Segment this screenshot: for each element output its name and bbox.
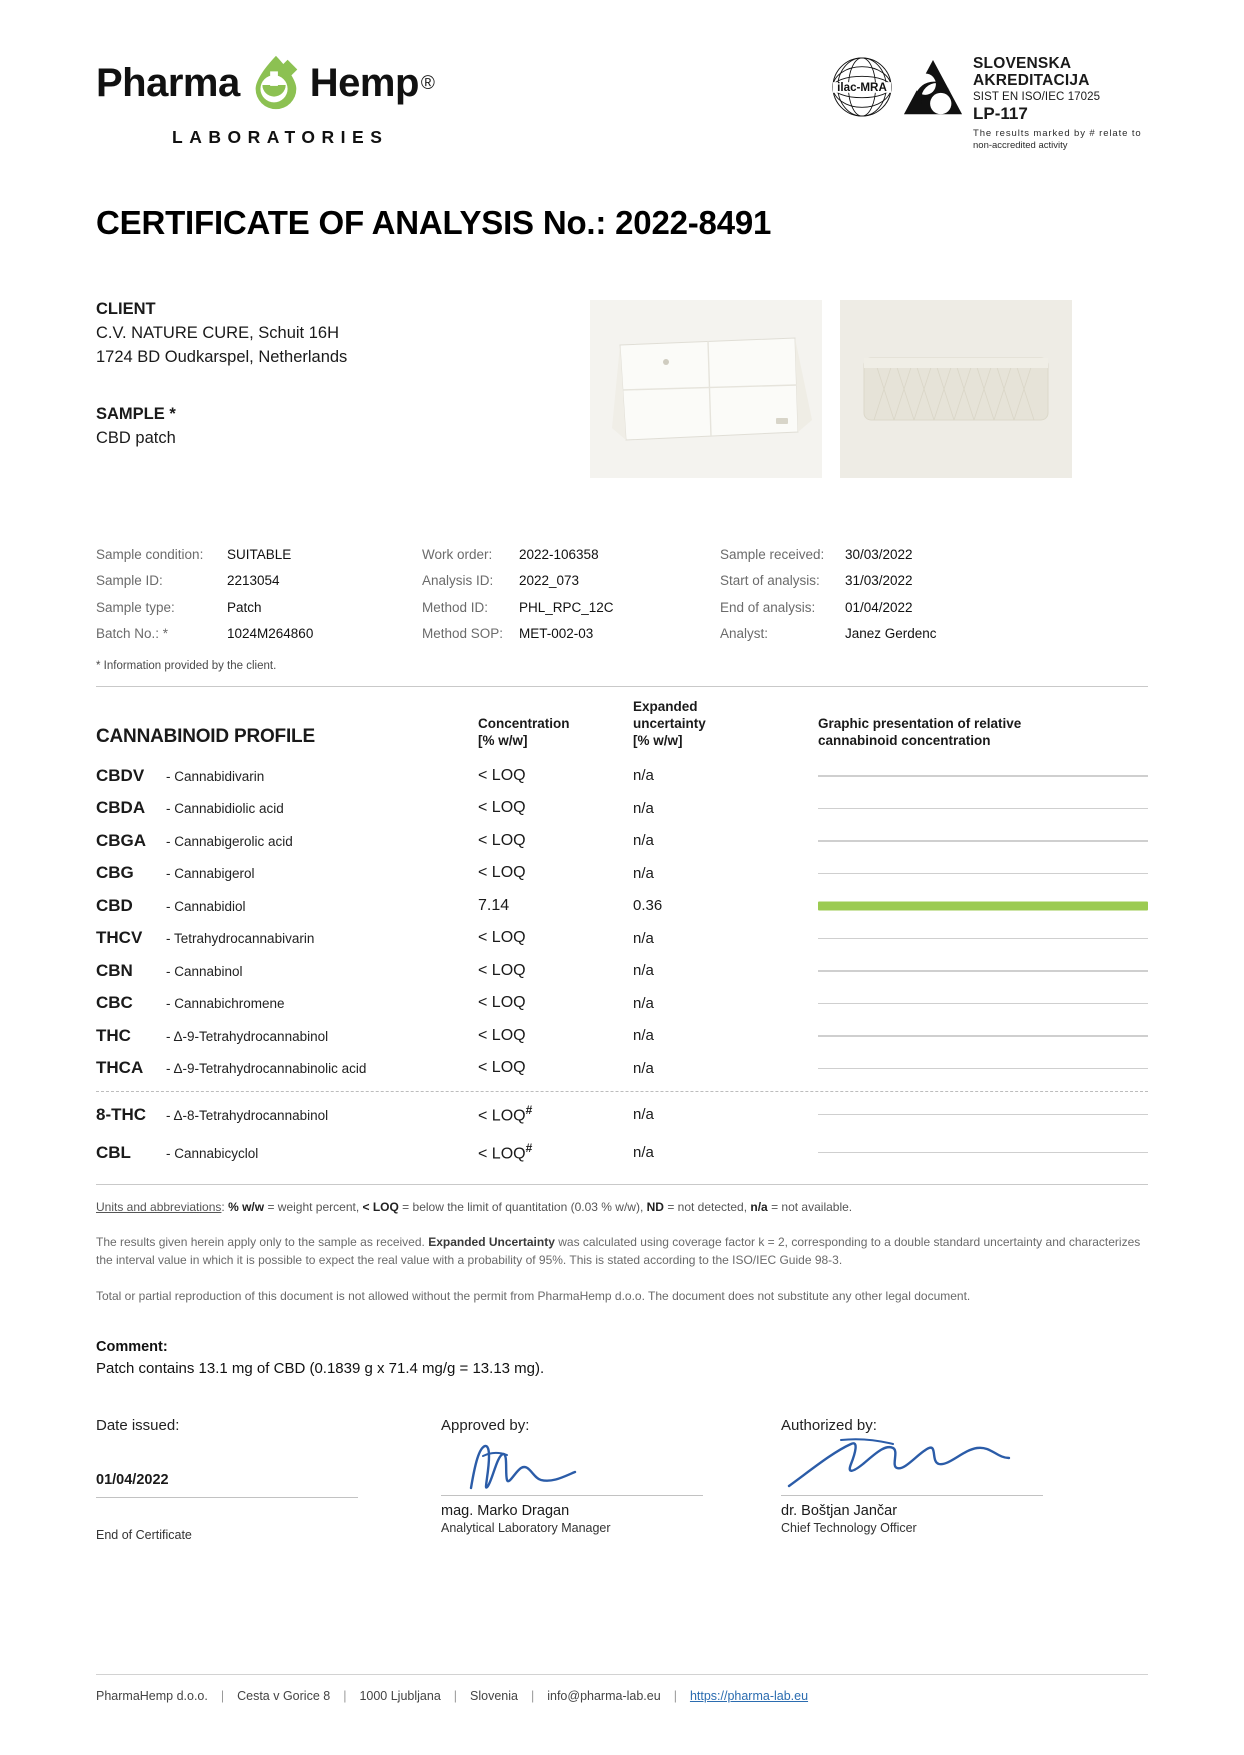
client-heading: CLIENT	[96, 299, 156, 318]
end-of-certificate: End of Certificate	[96, 1528, 192, 1543]
date-issued-value: 01/04/2022	[96, 1472, 169, 1489]
sample-description: CBD patch	[96, 428, 176, 447]
cannabinoid-name-cell	[96, 993, 478, 1013]
cannabinoid-full-name: - Cannabicyclol	[166, 1145, 259, 1161]
accreditation-block	[831, 52, 1148, 152]
cannabinoid-abbreviation: CBD	[96, 895, 133, 915]
bar-track	[818, 840, 1148, 841]
metadata-row	[720, 601, 1050, 615]
units-t2: = below the limit of quantitation (0.03 % w/w),	[398, 1199, 647, 1214]
cannabinoid-full-name: - Cannabidiol	[166, 898, 246, 914]
column-header-uncertainty-line1: Expanded	[633, 698, 698, 714]
page-footer	[96, 1674, 1148, 1703]
cannabinoid-full-name: - Δ-9-Tetrahydrocannabinolic acid	[166, 1061, 367, 1077]
table-row	[96, 955, 1148, 988]
footer-country: Slovenia	[470, 1689, 518, 1703]
authorized-by-role: Chief Technology Officer	[781, 1521, 917, 1536]
metadata-key: Sample condition:	[96, 546, 204, 562]
metadata-value: Patch	[227, 599, 262, 615]
metadata-value: 1024M264860	[227, 626, 314, 642]
hemp-leaf-flask-icon	[244, 52, 306, 114]
units-b2: < LOQ	[362, 1199, 399, 1214]
column-header-graphic	[818, 716, 1148, 750]
logo-text-hemp: Hemp	[309, 61, 419, 105]
footer-separator: |	[343, 1689, 347, 1703]
bar-track	[818, 873, 1148, 874]
approved-by-label: Approved by:	[441, 1417, 530, 1435]
column-header-graphic-line2: cannabinoid concentration	[818, 732, 991, 748]
cannabinoid-name-cell	[96, 1105, 478, 1125]
graphic-cell	[818, 1035, 1148, 1036]
metadata-key: Analysis ID:	[422, 573, 494, 589]
metadata-key: End of analysis:	[720, 599, 816, 615]
table-row	[96, 1134, 1148, 1172]
page-title: CERTIFICATE OF ANALYSIS No.: 2022-8491	[96, 203, 772, 241]
metadata-value: SUITABLE	[227, 546, 292, 562]
graphic-cell	[818, 905, 1148, 906]
footnote-divider	[96, 1184, 1148, 1185]
cannabinoid-abbreviation: CBL	[96, 1142, 131, 1162]
uncertainty-cell: n/a	[633, 767, 654, 785]
cannabinoid-name-cell	[96, 961, 478, 981]
cannabinoid-name-cell	[96, 831, 478, 851]
metadata-row	[422, 548, 720, 562]
metadata-row	[422, 601, 720, 615]
sample-photo-2	[840, 300, 1072, 478]
concentration-cell: < LOQ	[478, 831, 526, 849]
metadata-row	[720, 548, 1050, 562]
units-colon: :	[221, 1199, 229, 1214]
column-header-profile: CANNABINOID PROFILE	[96, 725, 315, 747]
sample-photo-1	[590, 300, 822, 478]
units-abbreviations	[96, 1198, 1148, 1216]
metadata-key: Analyst:	[720, 626, 769, 642]
accreditation-line1: SLOVENSKA	[973, 55, 1072, 72]
accreditation-code: LP-117	[973, 103, 1028, 123]
metadata-value: 2213054	[227, 573, 280, 589]
client-section	[96, 300, 1148, 478]
column-header-uncertainty	[633, 699, 818, 750]
table-header	[96, 687, 1148, 760]
metadata-key: Sample type:	[96, 599, 175, 615]
cannabinoid-name-cell	[96, 798, 478, 818]
column-header-concentration-line2: [% w/w]	[478, 732, 528, 748]
cannabinoid-abbreviation: CBDA	[96, 798, 146, 818]
metadata-row	[720, 627, 1050, 641]
graphic-cell	[818, 1003, 1148, 1004]
authorized-by-block	[781, 1417, 1148, 1542]
client-address-line1: C.V. NATURE CURE, Schuit 16H	[96, 323, 339, 342]
graphic-cell	[818, 1114, 1148, 1115]
graphic-cell	[818, 775, 1148, 776]
date-issued-label: Date issued:	[96, 1417, 180, 1435]
cannabinoid-abbreviation: THCV	[96, 928, 143, 948]
cannabinoid-abbreviation: THCA	[96, 1058, 144, 1078]
cannabinoid-abbreviation: THC	[96, 1025, 131, 1045]
footer-company: PharmaHemp d.o.o.	[96, 1689, 208, 1703]
accreditation-note-line1: The results marked by # relate to	[973, 128, 1142, 140]
metadata-value: Janez Gerdenc	[845, 626, 937, 642]
pharmahemp-logo	[96, 52, 434, 148]
cannabinoid-full-name: - Cannabichromene	[166, 996, 285, 1012]
accreditation-text	[973, 56, 1148, 152]
concentration-cell: < LOQ#	[478, 1141, 533, 1163]
concentration-cell: < LOQ	[478, 994, 526, 1012]
authorized-by-name: dr. Boštjan Jančar	[781, 1503, 898, 1520]
graphic-cell	[818, 808, 1148, 809]
cannabinoid-abbreviation: CBDV	[96, 765, 145, 785]
table-row	[96, 1020, 1148, 1053]
cannabinoid-full-name: - Cannabidiolic acid	[166, 801, 284, 817]
comment-heading: Comment:	[96, 1339, 168, 1356]
bar-track	[818, 905, 1148, 906]
concentration-cell: 7.14	[478, 896, 510, 914]
cannabinoid-rows	[96, 760, 1148, 1085]
table-row	[96, 825, 1148, 858]
authorized-signature-rule	[781, 1495, 1043, 1496]
cannabinoid-name-cell	[96, 896, 478, 916]
bar-track	[818, 1114, 1148, 1115]
footer-website-link[interactable]: https://pharma-lab.eu	[689, 1689, 809, 1703]
cannabinoid-full-name: - Cannabigerolic acid	[166, 833, 293, 849]
column-header-uncertainty-line2: uncertainty	[633, 715, 706, 731]
metadata-row	[422, 574, 720, 588]
cannabinoid-name-cell	[96, 928, 478, 948]
table-row	[96, 857, 1148, 890]
footer-separator: |	[220, 1689, 225, 1703]
metadata-value: 2022_073	[519, 573, 580, 589]
uncertainty-cell: n/a	[633, 962, 654, 980]
slovenska-akreditacija-icon	[902, 58, 964, 120]
metadata-row	[720, 574, 1050, 588]
logo-wordmark	[96, 52, 434, 114]
cannabinoid-full-name: - Δ-9-Tetrahydrocannabinol	[166, 1028, 329, 1044]
units-b3: ND	[646, 1199, 664, 1214]
table-row	[96, 922, 1148, 955]
cannabinoid-name-cell	[96, 1058, 478, 1078]
cannabinoid-rows-nonaccredited	[96, 1096, 1148, 1172]
units-b4: n/a	[750, 1199, 768, 1214]
cannabinoid-full-name: - Δ-8-Tetrahydrocannabinol	[166, 1107, 329, 1123]
disclaimer-part-c: was calculated using coverage factor k = 2, corresponding to a double standard uncertainty and characterizes the interval value in which it is possible to expect the real value with a probability of 95%. This is stated according to the ISO/IEC Guide 98-3.	[96, 1234, 1141, 1268]
units-b1: % w/w	[228, 1199, 265, 1214]
client-address-line2: 1724 BD Oudkarspel, Netherlands	[96, 347, 348, 366]
column-header-concentration	[478, 716, 633, 750]
uncertainty-cell: n/a	[633, 832, 654, 850]
metadata-value: 31/03/2022	[845, 573, 913, 589]
graphic-cell	[818, 938, 1148, 939]
graphic-cell	[818, 873, 1148, 874]
accreditation-line2: AKREDITACIJA	[973, 71, 1090, 89]
sample-heading: SAMPLE *	[96, 404, 176, 423]
metadata-key: Sample ID:	[96, 573, 163, 589]
footer-city: 1000 Ljubljana	[359, 1689, 441, 1703]
ilac-mra-icon	[831, 56, 893, 118]
concentration-cell: < LOQ	[478, 799, 526, 817]
cannabinoid-full-name: - Cannabinol	[166, 963, 243, 979]
sample-photos	[590, 300, 1072, 478]
cannabinoid-name-cell	[96, 1143, 478, 1163]
cannabinoid-full-name: - Cannabigerol	[166, 866, 255, 882]
graphic-cell	[818, 840, 1148, 841]
footer-divider	[96, 1674, 1148, 1675]
approved-by-name: mag. Marko Dragan	[441, 1503, 570, 1520]
cannabinoid-abbreviation: CBC	[96, 993, 133, 1013]
approved-signature-image	[441, 1434, 781, 1486]
metadata-row	[96, 601, 422, 615]
nonaccredited-hash-icon: #	[525, 1141, 533, 1156]
date-issued-rule	[96, 1497, 358, 1498]
accreditation-note-line2: non-accredited activity	[973, 140, 1068, 152]
metadata-column-2	[422, 548, 720, 654]
footer-separator: |	[530, 1689, 535, 1703]
units-t4: = not available.	[767, 1199, 853, 1214]
metadata-value: MET-002-03	[519, 626, 594, 642]
uncertainty-cell: n/a	[633, 1106, 654, 1124]
uncertainty-cell: n/a	[633, 1144, 654, 1162]
cannabinoid-abbreviation: 8-THC	[96, 1104, 147, 1124]
metadata-value: 01/04/2022	[845, 599, 913, 615]
bar-track	[818, 1035, 1148, 1036]
table-row	[96, 1096, 1148, 1134]
client-details	[96, 300, 546, 478]
metadata-key: Method ID:	[422, 599, 489, 615]
metadata-row	[96, 548, 422, 562]
footer-separator: |	[453, 1689, 458, 1703]
metadata-row	[96, 627, 422, 641]
uncertainty-cell: n/a	[633, 864, 654, 882]
cannabinoid-abbreviation: CBG	[96, 863, 134, 883]
client-info-note: * Information provided by the client.	[96, 659, 277, 672]
graphic-cell	[818, 970, 1148, 971]
table-row	[96, 760, 1148, 793]
concentration-cell: < LOQ	[478, 1026, 526, 1044]
cannabinoid-name-cell	[96, 863, 478, 883]
concentration-cell: < LOQ	[478, 864, 526, 882]
column-header-graphic-line1: Graphic presentation of relative	[818, 715, 1022, 731]
metadata-value: 2022-106358	[519, 546, 599, 562]
bar-track	[818, 775, 1148, 776]
disclaimer-bold: Expanded Uncertainty	[428, 1234, 555, 1249]
bar-track	[818, 1003, 1148, 1004]
metadata-column-1	[96, 548, 422, 654]
nonaccredited-divider	[96, 1091, 1148, 1092]
metadata-value: 30/03/2022	[845, 546, 913, 562]
column-header-uncertainty-line3: [% w/w]	[633, 732, 683, 748]
authorized-signature-image	[781, 1434, 1148, 1486]
sample-metadata	[96, 548, 1148, 654]
concentration-cell: < LOQ	[478, 961, 526, 979]
table-row	[96, 890, 1148, 923]
logo-subtitle: LABORATORIES	[172, 127, 389, 147]
accreditation-standard: SIST EN ISO/IEC 17025	[973, 91, 1101, 104]
footer-contact	[96, 1689, 1148, 1703]
column-header-concentration-line1: Concentration	[478, 715, 570, 731]
uncertainty-cell: 0.36	[633, 897, 663, 915]
nonaccredited-hash-icon: #	[525, 1103, 533, 1118]
document-header	[96, 0, 1148, 152]
units-label: Units and abbreviations	[96, 1199, 222, 1214]
footer-address: Cesta v Gorice 8	[237, 1689, 331, 1703]
units-t3: = not detected,	[663, 1199, 751, 1214]
approved-by-role: Analytical Laboratory Manager	[441, 1521, 611, 1536]
metadata-key: Sample received:	[720, 546, 825, 562]
comment-text: Patch contains 13.1 mg of CBD (0.1839 g x 71.4 mg/g = 13.13 mg).	[96, 1360, 545, 1378]
footer-email[interactable]: info@pharma-lab.eu	[547, 1689, 661, 1703]
metadata-key: Start of analysis:	[720, 573, 820, 589]
bar-track	[818, 1152, 1148, 1153]
concentration-cell: < LOQ	[478, 766, 526, 784]
uncertainty-cell: n/a	[633, 799, 654, 817]
bar-track	[818, 970, 1148, 971]
cannabinoid-full-name: - Cannabidivarin	[166, 768, 265, 784]
reproduction-disclaimer: Total or partial reproduction of this document is not allowed without the permit from PharmaHemp d.o.o. The document does not substitute any other legal document.	[96, 1288, 971, 1303]
svg-text:ilac-MRA: ilac-MRA	[837, 80, 887, 94]
uncertainty-disclaimer	[96, 1233, 1148, 1270]
concentration-cell: < LOQ	[478, 1059, 526, 1077]
bar-track	[818, 938, 1148, 939]
authorized-by-label: Authorized by:	[781, 1417, 877, 1435]
cannabinoid-abbreviation: CBGA	[96, 830, 147, 850]
cannabinoid-name-cell	[96, 766, 478, 786]
cannabinoid-full-name: - Tetrahydrocannabivarin	[166, 931, 315, 947]
cannabinoid-abbreviation: CBN	[96, 960, 133, 980]
metadata-row	[422, 627, 720, 641]
approved-by-block	[441, 1417, 781, 1542]
disclaimer-part-a: The results given herein apply only to the sample as received.	[96, 1234, 429, 1249]
metadata-value: PHL_RPC_12C	[519, 599, 614, 615]
table-row	[96, 792, 1148, 825]
metadata-key: Batch No.: *	[96, 626, 169, 642]
metadata-key: Method SOP:	[422, 626, 504, 642]
accreditation-note	[973, 128, 1148, 152]
units-t1: = weight percent,	[264, 1199, 363, 1214]
concentration-cell: < LOQ	[478, 929, 526, 947]
footer-separator: |	[673, 1689, 677, 1703]
approved-signature-rule	[441, 1495, 703, 1496]
table-row	[96, 1052, 1148, 1085]
uncertainty-cell: n/a	[633, 1059, 654, 1077]
bar-track	[818, 1068, 1148, 1069]
logo-text-pharma: Pharma	[96, 61, 240, 105]
bar-fill	[818, 901, 1148, 910]
concentration-cell: < LOQ#	[478, 1103, 533, 1125]
bar-track	[818, 808, 1148, 809]
metadata-row	[96, 574, 422, 588]
metadata-key: Work order:	[422, 546, 493, 562]
date-issued-block	[96, 1417, 441, 1542]
cannabinoid-name-cell	[96, 1026, 478, 1046]
graphic-cell	[818, 1068, 1148, 1069]
graphic-cell	[818, 1152, 1148, 1153]
uncertainty-cell: n/a	[633, 929, 654, 947]
uncertainty-cell: n/a	[633, 994, 654, 1012]
registered-trademark-icon: ®	[420, 72, 435, 94]
metadata-column-3	[720, 548, 1050, 654]
signature-section	[96, 1417, 1148, 1542]
uncertainty-cell: n/a	[633, 1027, 654, 1045]
table-row	[96, 987, 1148, 1020]
